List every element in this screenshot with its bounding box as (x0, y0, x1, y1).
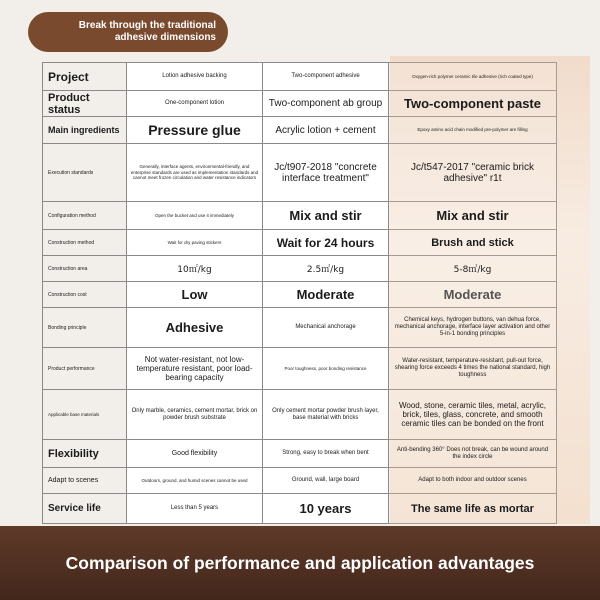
cell-lotion-main-ingredients: Pressure glue (127, 117, 263, 144)
cell-two-component-execution-standards: Jc/t907-2018 "concrete interface treatment" (263, 144, 389, 202)
cell-lotion-project: Lotion adhesive backing (127, 63, 263, 91)
cell-polymer-configuration-method: Mix and stir (389, 202, 557, 230)
comparison-table (42, 62, 557, 524)
cell-lotion-construction-cost: Low (127, 282, 263, 308)
row-label-bonding-principle: Bonding principle (43, 308, 127, 348)
footer-banner (0, 526, 600, 600)
cell-lotion-service-life: Less than 5 years (127, 494, 263, 524)
cell-polymer-project: Oxygen-rich polymer ceramic tile adhesive (rich coated type) (389, 63, 557, 91)
cell-lotion-execution-standards: Generally, interface agents, environmental-friendly, and enterprise standards are used as implementation standards and cannot meet frozen circulation and water resistance indicators (127, 144, 263, 202)
row-label-construction-area: Construction area (43, 256, 127, 282)
cell-two-component-bonding-principle: Mechanical anchorage (263, 308, 389, 348)
table-row (43, 282, 557, 308)
row-label-construction-method: Construction method (43, 230, 127, 256)
cell-lotion-product-status: One-component lotion (127, 91, 263, 117)
cell-two-component-project: Two-component adhesive (263, 63, 389, 91)
cell-polymer-bonding-principle: Chemical keys, hydrogen buttons, van dehua force, mechanical anchorage, interface layer activation and other 5-in-1 bonding principles (389, 308, 557, 348)
cell-two-component-flexibility: Strong, easy to break when bent (263, 440, 389, 468)
row-label-product-performance: Product performance (43, 348, 127, 390)
cell-two-component-construction-cost: Moderate (263, 282, 389, 308)
cell-lotion-applicable-base-materials: Only marble, ceramics, cement mortar, brick on powder brush substrate (127, 390, 263, 440)
row-label-flexibility: Flexibility (43, 440, 127, 468)
row-label-execution-standards: Execution standards (43, 144, 127, 202)
table-row (43, 202, 557, 230)
row-label-main-ingredients: Main ingredients (43, 117, 127, 144)
table-row (43, 117, 557, 144)
table-row (43, 468, 557, 494)
cell-two-component-service-life: 10 years (263, 494, 389, 524)
cell-lotion-construction-method: Wait for dry paving stickers (127, 230, 263, 256)
table-row (43, 390, 557, 440)
row-label-adapt-to-scenes: Adapt to scenes (43, 468, 127, 494)
cell-polymer-adapt-to-scenes: Adapt to both indoor and outdoor scenes (389, 468, 557, 494)
cell-polymer-applicable-base-materials: Wood, stone, ceramic tiles, metal, acrylic, brick, tiles, glass, concrete, and smooth ceramic tiles can be bonded on the front (389, 390, 557, 440)
header-line-1: Break through the traditional (78, 20, 216, 31)
cell-two-component-product-status: Two-component ab group (263, 91, 389, 117)
cell-two-component-construction-method: Wait for 24 hours (263, 230, 389, 256)
cell-polymer-service-life: The same life as mortar (389, 494, 557, 524)
cell-lotion-bonding-principle: Adhesive (127, 308, 263, 348)
header-pill (28, 12, 228, 52)
cell-two-component-configuration-method: Mix and stir (263, 202, 389, 230)
cell-lotion-adapt-to-scenes: Outdoors, ground, and humid scenes cannot be used (127, 468, 263, 494)
table-row (43, 494, 557, 524)
row-label-service-life: Service life (43, 494, 127, 524)
table-row (43, 256, 557, 282)
cell-polymer-construction-area: 5-8㎡/kg (389, 256, 557, 282)
table-row (43, 230, 557, 256)
row-label-configuration-method: Configuration method (43, 202, 127, 230)
cell-polymer-flexibility: Anti-bending 360° Does not break, can be wound around the index circle (389, 440, 557, 468)
cell-polymer-construction-cost: Moderate (389, 282, 557, 308)
cell-two-component-construction-area: 2.5㎡/kg (263, 256, 389, 282)
cell-two-component-applicable-base-materials: Only cement mortar powder brush layer, base material with bricks (263, 390, 389, 440)
cell-lotion-flexibility: Good flexibility (127, 440, 263, 468)
cell-polymer-execution-standards: Jc/t547-2017 "ceramic brick adhesive" r1t (389, 144, 557, 202)
row-label-project: Project (43, 63, 127, 91)
table-row (43, 308, 557, 348)
cell-lotion-configuration-method: Open the bucket and use it immediately (127, 202, 263, 230)
table-row (43, 63, 557, 91)
cell-two-component-main-ingredients: Acrylic lotion + cement (263, 117, 389, 144)
cell-polymer-product-performance: Water-resistant, temperature-resistant, pull-out force, shearing force exceeds 4 times the national standard, high toughness (389, 348, 557, 390)
cell-polymer-product-status: Two-component paste (389, 91, 557, 117)
table-row (43, 348, 557, 390)
cell-lotion-construction-area: 10㎡/kg (127, 256, 263, 282)
table-row (43, 440, 557, 468)
row-label-applicable-base-materials: Applicable base materials (43, 390, 127, 440)
row-label-product-status: Product status (43, 91, 127, 117)
cell-polymer-main-ingredients: Epoxy amino acid chain modified pre-polymer are filling (389, 117, 557, 144)
header-line-2: adhesive dimensions (114, 32, 216, 43)
cell-two-component-adapt-to-scenes: Ground, wall, large board (263, 468, 389, 494)
row-label-construction-cost: Construction cost (43, 282, 127, 308)
cell-polymer-construction-method: Brush and stick (389, 230, 557, 256)
table-row (43, 91, 557, 117)
footer-title: Comparison of performance and application advantages (65, 552, 535, 573)
cell-lotion-product-performance: Not water-resistant, not low-temperature resistant, poor load-bearing capacity (127, 348, 263, 390)
cell-two-component-product-performance: Poor toughness, poor bonding resistance (263, 348, 389, 390)
table-row (43, 144, 557, 202)
